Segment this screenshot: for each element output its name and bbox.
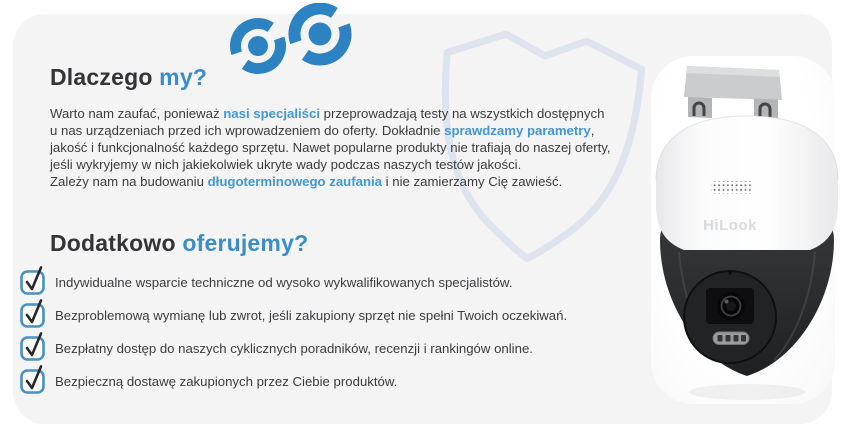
body-text-segment: Warto nam zaufać, ponieważ — [50, 106, 224, 121]
benefits-list — [20, 270, 672, 393]
lens-dot-left — [248, 36, 268, 56]
speaker-grille — [711, 181, 751, 194]
led-strip — [713, 332, 749, 345]
section-title-why — [50, 64, 672, 90]
body-text-segment: Zależy nam na budowaniu — [50, 174, 208, 189]
title-accent: my? — [159, 64, 208, 90]
camera-shadow — [689, 384, 805, 400]
microphone-pinhole — [728, 271, 731, 274]
lens-dot-right — [309, 23, 332, 46]
highlight-parameters[interactable]: sprawdzamy parametry — [444, 123, 591, 138]
body-text-segment: u nas urządzeniach przed ich wprowadzeniem do oferty. Dokładnie — [50, 123, 445, 138]
benefit-item — [20, 270, 672, 294]
brand-logo-text: HiLook — [703, 217, 757, 234]
benefit-text: Bezpłatny dostęp do naszych cyklicznych poradników, recenzji i rankingów online. — [55, 340, 533, 356]
highlight-specialists[interactable]: nasi specjaliści — [223, 106, 321, 121]
checkmark-box-icon — [20, 298, 46, 328]
checkmark-box-icon — [20, 364, 46, 394]
lens-glass — [717, 292, 745, 320]
camera-mount-bracket — [684, 66, 782, 118]
checkmark-box-icon — [20, 331, 46, 361]
section-title-offer — [50, 230, 672, 256]
benefit-item — [20, 369, 672, 393]
benefit-text: Indywidualne wsparcie techniczne od wysoko wykwalifikowanych specjalistów. — [55, 274, 513, 290]
title-accent: oferujemy? — [182, 230, 309, 256]
benefit-item — [20, 336, 672, 360]
body-text-segment: i nie zamierzamy Cię zawieść. — [382, 174, 563, 189]
dual-lens-logo-icon — [226, 3, 358, 77]
camera-white-body — [656, 116, 838, 250]
highlight-trust[interactable]: długoterminowego zaufania — [207, 174, 382, 189]
benefit-text: Bezproblemową wymianę lub zwrot, jeśli zakupiony sprzęt nie spełni Twoich oczekiwań. — [55, 307, 568, 323]
why-paragraph — [50, 105, 672, 190]
checkmark-box-icon — [20, 265, 46, 295]
title-prefix: Dlaczego — [50, 64, 153, 90]
camera-lens-module — [684, 271, 776, 363]
camera-product-image — [652, 60, 842, 410]
text-column — [50, 64, 672, 402]
body-text-segment: jakość i funkcjonalność każdego sprzętu. Nawet popularne produkty nie trafiają do naszej oferty, — [50, 140, 611, 155]
body-text-segment: jeśli wykryjemy w nich jakiekolwiek ukryte wady podczas naszych testów jakości. — [50, 157, 522, 172]
body-text-segment: przeprowadzają testy na wszystkich dostępnych — [320, 106, 605, 121]
body-text-segment: , — [590, 123, 595, 138]
title-prefix: Dodatkowo — [50, 230, 176, 256]
benefit-item — [20, 303, 672, 327]
benefit-text: Bezpieczną dostawę zakupionych przez Ciebie produktów. — [55, 373, 398, 389]
